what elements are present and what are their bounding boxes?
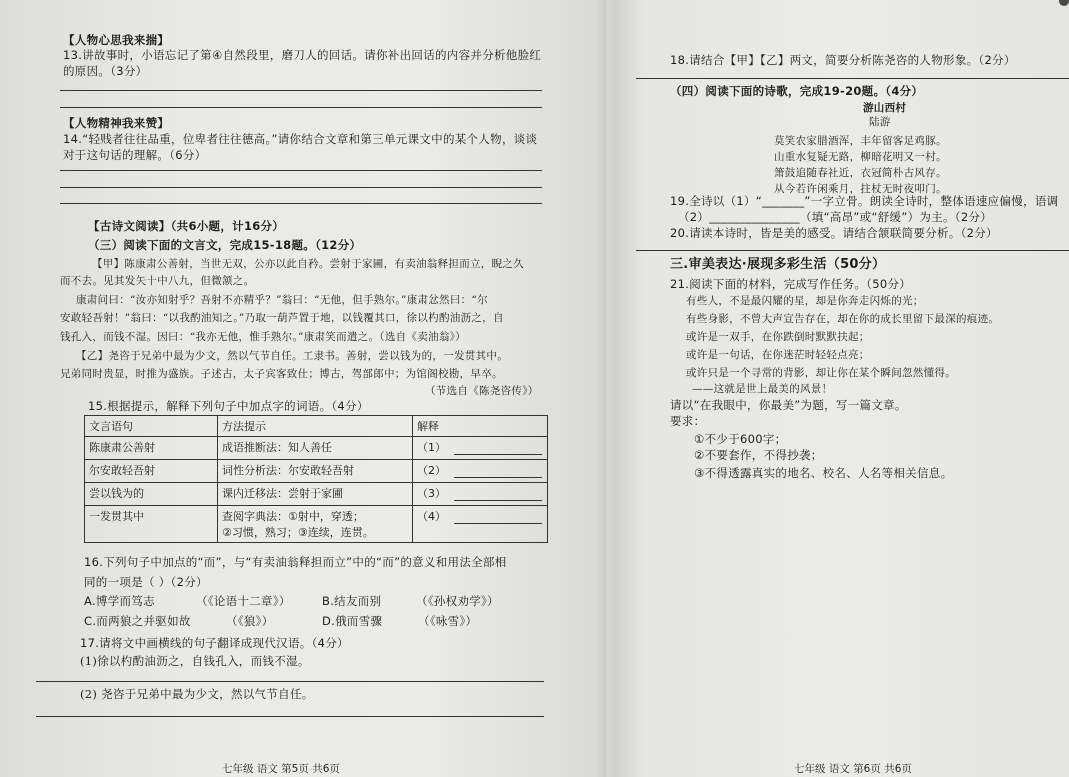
answer-line (60, 90, 542, 91)
answer-number: （2） (417, 464, 446, 477)
option-b[interactable]: B.结友而别 (322, 594, 382, 608)
option-d-source: （《咏雪》） (418, 614, 478, 628)
part-3-writing-heading: 三.审美表达·展现多彩生活（50分） (670, 257, 886, 272)
passage-jia-line: 安敢轻吾射！”翁曰：“以我酌油知之。”乃取一葫芦置于地，以钱覆其口，徐以杓酌油沥之，自 (60, 312, 504, 324)
answer-line (60, 107, 542, 108)
requirement-item: ①不少于600字； (694, 432, 787, 446)
answer-blank[interactable] (454, 489, 542, 501)
option-a[interactable]: A.博学而笃志 (84, 594, 155, 608)
table-header-row (85, 416, 548, 437)
poem-author: 陆游 (869, 116, 891, 128)
material-line: ——这就是世上最美的风景！ (692, 383, 833, 395)
requirements-label: 要求： (670, 414, 706, 428)
passage-jia-line: 而不去。见其发矢十中八九，但微颔之。 (60, 275, 255, 287)
answer-line (60, 170, 542, 171)
passage-yi-source: （节选自《陈尧咨传》） (425, 385, 539, 397)
punch-hole-icon (1059, 0, 1069, 6)
question-17: 17.请将文中画横线的句子翻译成现代汉语。（4分） (80, 636, 349, 650)
answer-cell[interactable] (413, 506, 548, 543)
answer-number: （1） (417, 441, 446, 454)
answer-blank[interactable] (454, 443, 542, 455)
question-21: 21.阅读下面的材料，完成写作任务。（50分） (670, 277, 912, 291)
method-table (84, 415, 548, 543)
passage-jia-line: 康肃问曰：“汝亦知射乎？吾射不亦精乎？”翁曰：“无他，但手熟尔。”康肃忿然曰：“尔 (76, 294, 488, 306)
answer-number: （3） (417, 487, 446, 500)
passage-jia-line: 【甲】陈康肃公善射，当世无双，公亦以此自矜。尝射于家圃，有卖油翁释担而立，睨之久 (92, 258, 524, 270)
writing-task: 请以“在我眼中，你最美”为题，写一篇文章。 (670, 398, 907, 412)
answer-blank[interactable] (454, 512, 542, 524)
exam-page-6 (606, 0, 1069, 777)
answer-line (636, 250, 1069, 251)
material-line: 或许是一句话，在你迷茫时轻轻点亮； (686, 349, 870, 361)
material-line: 有些人，不是最闪耀的星，却是你奔走闪烁的光； (686, 295, 924, 307)
passage-yi-line: 【乙】尧咨于兄弟中最为少文，然以气节自任。工隶书。善射，尝以钱为的，一发贯其中。 (76, 350, 508, 362)
question-14-cont: 对于这句话的理解。（6分） (63, 148, 207, 162)
material-line: 或许是一双手，在你跌倒时默默扶起； (686, 331, 870, 343)
question-17-item-2: (2) 尧咨于兄弟中最为少文，然以气节自任。 (80, 687, 314, 701)
answer-blank[interactable] (454, 466, 542, 478)
answer-number: （4） (417, 510, 446, 523)
table-header: 方法提示 (218, 416, 413, 437)
section-heading-spirit: 【人物精神我来赞】 (63, 116, 170, 130)
question-17-item-1: (1)徐以杓酌油沥之，自钱孔入，而钱不湿。 (80, 654, 310, 668)
answer-cell[interactable] (413, 483, 548, 506)
poem-line: 莫笑农家腊酒浑，丰年留客足鸡豚。 (774, 135, 947, 147)
question-15: 15.根据提示，解释下列句子中加点字的词语。（4分） (88, 399, 369, 413)
section-heading-heart: 【人物心思我来揣】 (63, 33, 170, 47)
answer-line (60, 187, 542, 188)
table-row (85, 483, 548, 506)
table-row (85, 437, 548, 460)
page-footer: 七年级 语文 第5页 共6页 (222, 763, 340, 775)
method-line: ②习惯，熟习；③连续，连贯。 (222, 526, 374, 539)
answer-cell[interactable] (413, 460, 548, 483)
material-line: 有些身影，不曾大声宣告存在，却在你的成长里留下最深的痕迹。 (686, 313, 1000, 325)
answer-line (36, 681, 544, 682)
poem-line: 从今若许闲乘月，拄杖无时夜叩门。 (774, 183, 947, 195)
section-heading-classical: 【古诗文阅读】（共6小题，计16分） (88, 219, 285, 233)
option-a-source: （《论语十二章》） (196, 594, 291, 608)
method-line: 查阅字典法：①射中，穿透； (222, 510, 364, 523)
page-footer: 七年级 语文 第6页 共6页 (794, 763, 912, 775)
question-16: 16.下列句子中加点的“而”，与“有卖油翁释担而立”中的“而”的意义和用法全部相 (84, 555, 507, 569)
table-cell: 词性分析法：尔安敢轻吾射 (218, 460, 413, 483)
table-row (85, 460, 548, 483)
table-cell: 一发贯其中 (85, 506, 218, 543)
option-c-source: （《狼》） (226, 614, 274, 628)
question-18: 18.请结合【甲】【乙】两文，简要分析陈尧咨的人物形象。（2分） (670, 53, 1016, 67)
table-cell: 尔安敢轻吾射 (85, 460, 218, 483)
question-19-cont: （2）_______________（填“高昂”或“舒缓”）为主。（2分） (678, 210, 993, 224)
poem-line: 箫鼓追随春社近，衣冠简朴古风存。 (774, 167, 947, 179)
poem-line: 山重水复疑无路，柳暗花明又一村。 (774, 151, 947, 163)
question-16-cont: 同的一项是（ ）（2分） (84, 575, 208, 589)
answer-cell[interactable] (413, 437, 548, 460)
question-19: 19.全诗以（1）“_______”一字立骨。朗读全诗时，整体语速应偏慢，语调 (670, 194, 1059, 208)
question-13: 13.讲故事时，小语忘记了第④自然段里，磨刀人的回话。请你补出回话的内容并分析他脸红 (63, 48, 542, 62)
question-13-cont: 的原因。（3分） (63, 64, 148, 78)
question-20: 20.请读本诗时，皆是美的感受。请结合颔联简要分析。（2分） (670, 226, 998, 240)
page-fold-shadow (597, 0, 615, 777)
poem-title: 游山西村 (863, 102, 907, 114)
answer-line (636, 78, 1069, 79)
part-4-heading: （四）阅读下面的诗歌，完成19-20题。（4分） (670, 84, 924, 98)
table-cell (218, 506, 413, 543)
question-14: 14.“轻贱者往往品重，位卑者往往德高。”请你结合文章和第三单元课文中的某个人物，谈谈 (63, 132, 538, 146)
table-cell: 尝以钱为的 (85, 483, 218, 506)
table-header: 文言语句 (85, 416, 218, 437)
part-3-heading: （三）阅读下面的文言文，完成15-18题。（12分） (88, 238, 362, 252)
option-d[interactable]: D.俄而雪骤 (322, 614, 383, 628)
material-line: 或许只是一个寻常的背影，却让你在某个瞬间忽然懂得。 (686, 367, 956, 379)
answer-line (60, 203, 542, 204)
passage-jia-line: 钱孔入，而钱不湿。因曰：“我亦无他，惟手熟尔。”康肃笑而遣之。（选自《卖油翁》） (60, 331, 466, 343)
requirement-item: ③不得透露真实的地名、校名、人名等相关信息。 (694, 466, 953, 480)
table-header: 解释 (413, 416, 548, 437)
table-row (85, 506, 548, 543)
option-b-source: （《孙权劝学》） (416, 594, 499, 608)
requirement-item: ②不要套作，不得抄袭； (694, 448, 823, 462)
table-cell: 课内迁移法：尝射于家圃 (218, 483, 413, 506)
option-c[interactable]: C.而两狼之并驱如故 (84, 614, 191, 628)
table-cell: 陈康肃公善射 (85, 437, 218, 460)
table-cell: 成语推断法：知人善任 (218, 437, 413, 460)
answer-line (36, 716, 544, 717)
passage-yi-line: 兄弟同时贵显，时推为盛族。子述古，太子宾客致仕；博古，驾部郎中；为馆阁校勘，早卒。 (60, 368, 503, 380)
